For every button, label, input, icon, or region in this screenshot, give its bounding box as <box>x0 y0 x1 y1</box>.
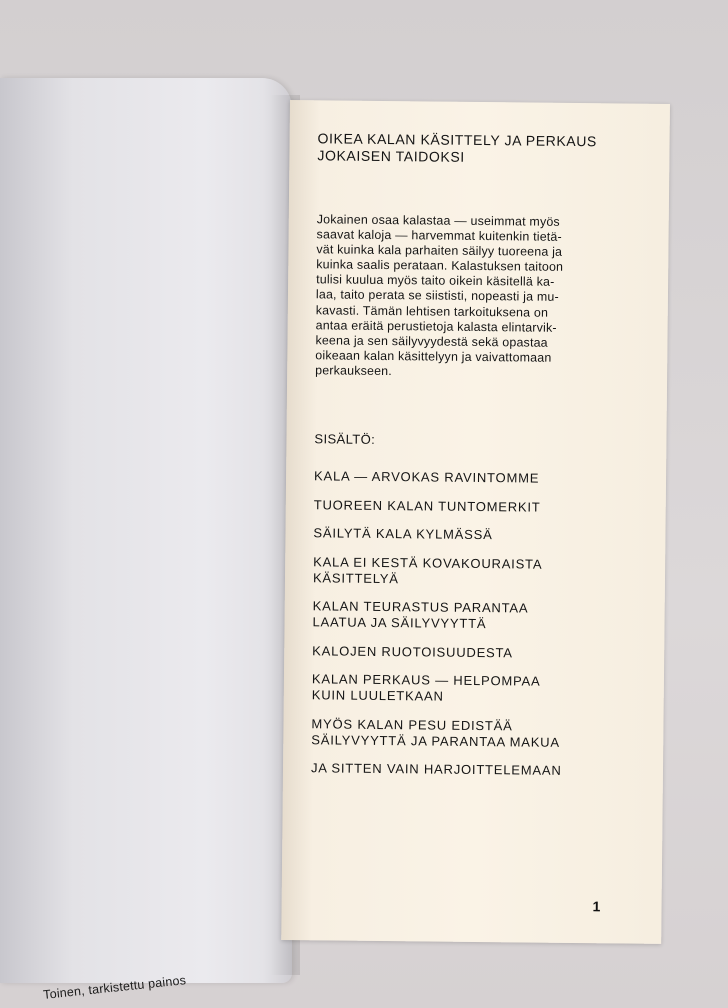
toc-item-line: JA SITTEN VAIN HARJOITTELEMAAN <box>310 760 562 778</box>
intro-line: keena ja sen säilyvyydestä sekä opastaa <box>315 333 548 350</box>
left-page <box>0 78 292 1002</box>
toc-item-line: KALA — ARVOKAS RAVINTOMME <box>313 468 540 486</box>
intro-paragraph <box>315 212 617 381</box>
toc-item-line: SÄILYTÄ KALA KYLMÄSSÄ <box>313 525 493 543</box>
toc-label: SISÄLTÖ: <box>314 431 376 447</box>
toc-item <box>311 716 611 751</box>
toc-item-line: KALAN TEURASTUS PARANTAA <box>312 598 529 616</box>
toc-item-line: KALA EI KESTÄ KOVAKOURAISTA <box>313 553 543 572</box>
right-page <box>281 100 670 944</box>
intro-line: kavasti. Tämän lehtisen tarkoituksena on <box>315 302 549 320</box>
heading-line: OIKEA KALAN KÄSITTELY JA PERKAUS <box>317 130 598 150</box>
toc-item <box>314 497 614 516</box>
table-of-contents <box>311 468 614 779</box>
toc-item <box>312 643 612 662</box>
toc-item-line: KALOJEN RUOTOISUUDESTA <box>312 642 513 660</box>
heading-line: JOKAISEN TAIDOKSI <box>317 147 465 165</box>
toc-item <box>314 468 614 487</box>
toc-item-line: KALAN PERKAUS — HELPOMPAA <box>311 671 541 689</box>
toc-item-line: KÄSITTELYÄ <box>312 569 399 586</box>
intro-line: saavat kaloja — harvemmat kuitenkin tietä- <box>316 227 562 244</box>
intro-line: kuinka saalis perataan. Kalastuksen taitoon <box>316 257 564 275</box>
toc-item-line: LAATUA JA SÄILYVYYTTÄ <box>312 614 487 632</box>
page-number: 1 <box>592 898 601 915</box>
toc-item-line: KUIN LUULETKAAN <box>311 687 444 704</box>
page-heading <box>317 130 617 167</box>
toc-item <box>312 598 612 633</box>
toc-item-line: TUOREEN KALAN TUNTOMERKIT <box>313 496 541 515</box>
toc-item <box>312 671 612 706</box>
toc-item-line: MYÖS KALAN PESU EDISTÄÄ <box>311 715 513 733</box>
intro-line: antaa eräitä perustietoja kalasta elintarvik- <box>315 317 557 335</box>
page-content <box>311 130 618 792</box>
toc-item <box>313 554 613 589</box>
intro-line: laa, taito perata se siististi, nopeasti ja mu- <box>315 287 559 305</box>
intro-line: tulisi kuulua myös taito oikein käsitellä ka- <box>316 272 555 290</box>
intro-line: perkaukseen. <box>315 363 393 379</box>
toc-item <box>313 525 613 544</box>
intro-line: vät kuinka kala parhaiten säilyy tuoreena ja <box>316 242 563 260</box>
toc-item-line: SÄILYVYYTTÄ JA PARANTAA MAKUA <box>311 731 560 750</box>
edition-note: Toinen, tarkistettu painos <box>42 973 187 1002</box>
toc-item <box>311 760 611 779</box>
intro-line: oikeaan kalan käsittelyyn ja vaivattomaan <box>315 348 552 365</box>
intro-line: Jokainen osaa kalastaa — useimmat myös <box>316 212 560 229</box>
